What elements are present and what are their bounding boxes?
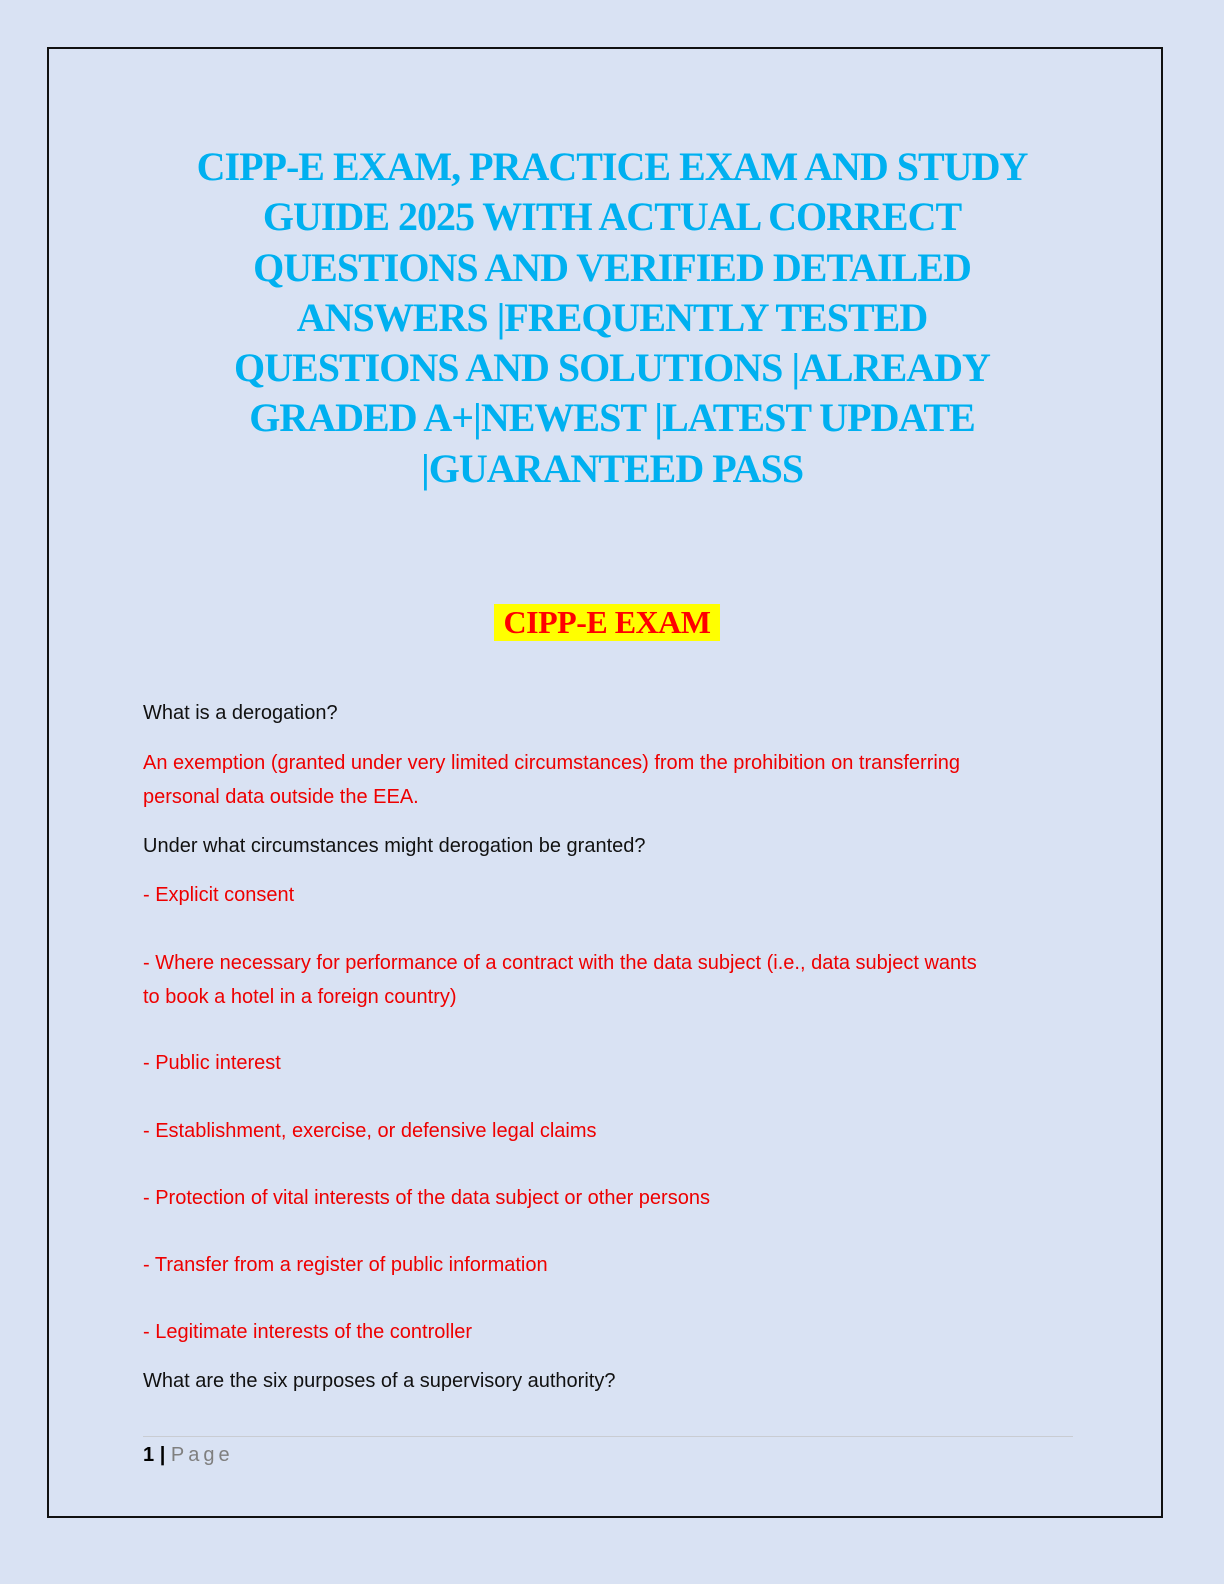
answer-item: - Establishment, exercise, or defensive legal claims (143, 1120, 597, 1142)
answer-item: - Legitimate interests of the controller (143, 1321, 473, 1343)
answer-item: to book a hotel in a foreign country) (143, 986, 457, 1008)
title-line: GRADED A+|NEWEST |LATEST UPDATE (249, 395, 975, 441)
answer-item: - Where necessary for performance of a contract with the data subject (i.e., data subject wants (143, 952, 977, 974)
answer-line: An exemption (granted under very limited circumstances) from the prohibition on transferring (143, 752, 961, 774)
title-line: QUESTIONS AND VERIFIED DETAILED (253, 244, 971, 290)
page-footer (143, 1442, 234, 1468)
document-title (100, 142, 1124, 494)
question: What is a derogation? (143, 702, 338, 724)
title-line: GUIDE 2025 WITH ACTUAL CORRECT (262, 194, 962, 240)
answer-item: - Explicit consent (143, 884, 295, 906)
answer-item: - Transfer from a register of public information (143, 1254, 548, 1276)
title-line: |GUARANTEED PASS (420, 445, 804, 491)
title-line: QUESTIONS AND SOLUTIONS |ALREADY (234, 345, 990, 391)
page-number: 1 (143, 1444, 155, 1466)
question: What are the six purposes of a supervisory authority? (143, 1370, 616, 1392)
page-label: Page (170, 1444, 234, 1466)
title-line: ANSWERS |FREQUENTLY TESTED (296, 294, 928, 340)
answer-line: personal data outside the EEA. (143, 786, 419, 808)
footer-separator: | (159, 1444, 166, 1466)
section-heading: CIPP-E EXAM (494, 604, 720, 641)
question: Under what circumstances might derogation be granted? (143, 835, 646, 857)
title-line: CIPP-E EXAM, PRACTICE EXAM AND STUDY (196, 144, 1028, 189)
answer-item: - Public interest (143, 1052, 281, 1074)
footer-divider (143, 1436, 1073, 1437)
answer-item: - Protection of vital interests of the data subject or other persons (143, 1187, 710, 1209)
